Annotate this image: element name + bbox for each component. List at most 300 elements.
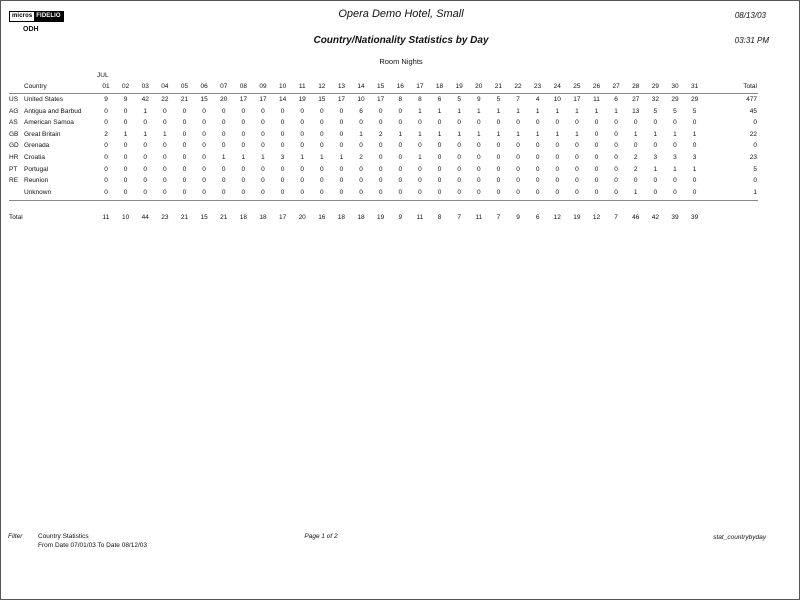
day-value-cell: 1 <box>476 107 481 115</box>
row-total-cell: 0 <box>753 142 757 150</box>
day-value-cell: 5 <box>496 96 501 103</box>
day-value-cell: 0 <box>261 142 265 150</box>
day-total-cell: 12 <box>592 214 601 221</box>
day-value-cell: 6 <box>437 96 442 103</box>
day-value-cell: 0 <box>104 165 108 173</box>
day-value-cell: 0 <box>496 177 501 185</box>
day-value-cell: 0 <box>241 165 246 173</box>
day-value-cell: 2 <box>633 154 638 161</box>
day-value-cell: 0 <box>221 142 226 150</box>
logo-right-text: FIDELIO <box>36 13 61 19</box>
day-value-cell: 0 <box>653 119 658 127</box>
day-value-cell: 0 <box>673 188 677 196</box>
day-value-cell: 0 <box>457 165 461 173</box>
day-total-cell: 10 <box>121 214 130 221</box>
day-value-cell: 0 <box>320 177 324 185</box>
day-value-cell: 1 <box>535 107 540 115</box>
day-value-cell: 21 <box>180 96 189 103</box>
day-value-cell: 1 <box>594 107 599 115</box>
day-value-cell: 0 <box>182 119 187 127</box>
day-value-cell: 0 <box>123 188 128 196</box>
day-value-cell: 0 <box>221 107 226 115</box>
day-value-cell: 0 <box>339 107 344 115</box>
day-column-header: 23 <box>534 83 542 90</box>
day-value-cell: 0 <box>575 119 579 127</box>
day-value-cell: 1 <box>692 165 697 173</box>
day-value-cell: 2 <box>378 130 383 138</box>
day-value-cell: 0 <box>300 130 304 138</box>
day-total-cell: 7 <box>614 214 618 221</box>
day-value-cell: 0 <box>261 119 265 127</box>
day-value-cell: 3 <box>280 154 285 161</box>
day-value-cell: 15 <box>200 96 208 103</box>
day-value-cell: 3 <box>692 154 697 161</box>
country-column-header: Country <box>24 83 47 90</box>
day-column-header: 08 <box>239 83 247 90</box>
day-value-cell: 0 <box>535 165 540 173</box>
filter-label: Filter <box>8 533 23 540</box>
day-value-cell: 9 <box>123 96 128 103</box>
day-value-cell: 0 <box>123 154 128 161</box>
day-value-cell: 0 <box>496 188 501 196</box>
day-value-cell: 0 <box>378 165 383 173</box>
day-column-header: 14 <box>357 83 365 90</box>
day-value-cell: 0 <box>339 119 344 127</box>
day-value-cell: 0 <box>398 177 403 185</box>
day-value-cell: 0 <box>614 188 618 196</box>
day-total-cell: 39 <box>690 214 699 221</box>
day-value-cell: 0 <box>241 130 246 138</box>
day-value-cell: 10 <box>357 96 365 103</box>
day-value-cell: 1 <box>496 107 501 115</box>
day-value-cell: 0 <box>594 130 599 138</box>
day-value-cell: 0 <box>516 154 520 161</box>
day-value-cell: 0 <box>359 142 363 150</box>
day-value-cell: 0 <box>202 130 206 138</box>
day-value-cell: 3 <box>673 154 677 161</box>
day-value-cell: 0 <box>241 177 246 185</box>
day-value-cell: 0 <box>555 165 560 173</box>
day-column-header: 22 <box>514 83 522 90</box>
day-value-cell: 0 <box>359 177 363 185</box>
day-column-header: 13 <box>337 83 346 90</box>
row-total-cell: 477 <box>746 96 757 103</box>
day-value-cell: 0 <box>163 154 167 161</box>
day-value-cell: 0 <box>614 119 618 127</box>
day-column-header: 03 <box>141 83 149 90</box>
day-value-cell: 0 <box>555 119 560 127</box>
day-value-cell: 0 <box>378 177 383 185</box>
day-value-cell: 0 <box>653 142 658 150</box>
day-value-cell: 1 <box>241 154 246 161</box>
day-value-cell: 0 <box>221 188 226 196</box>
day-total-cell: 8 <box>437 214 442 221</box>
day-value-cell: 0 <box>104 142 108 150</box>
day-value-cell: 1 <box>555 130 560 138</box>
day-value-cell: 0 <box>261 165 265 173</box>
day-value-cell: 1 <box>476 130 481 138</box>
day-value-cell: 0 <box>594 119 599 127</box>
day-value-cell: 0 <box>359 165 363 173</box>
day-value-cell: 15 <box>318 96 326 103</box>
totals-divider <box>9 200 758 201</box>
day-value-cell: 0 <box>182 107 187 115</box>
day-value-cell: 0 <box>692 119 697 127</box>
day-column-header: 02 <box>121 83 130 90</box>
day-value-cell: 0 <box>575 154 579 161</box>
day-value-cell: 1 <box>575 130 579 138</box>
day-value-cell: 0 <box>476 165 481 173</box>
row-total-cell: 0 <box>753 177 757 185</box>
day-value-cell: 0 <box>633 119 638 127</box>
day-value-cell: 0 <box>555 188 560 196</box>
day-value-cell: 0 <box>398 119 403 127</box>
day-total-cell: 15 <box>200 214 208 221</box>
day-value-cell: 0 <box>143 165 148 173</box>
day-value-cell: 0 <box>104 177 108 185</box>
day-value-cell: 0 <box>104 107 108 115</box>
day-value-cell: 1 <box>418 154 422 161</box>
day-value-cell: 1 <box>437 130 442 138</box>
day-value-cell: 1 <box>673 130 677 138</box>
day-value-cell: 1 <box>398 130 403 138</box>
day-value-cell: 0 <box>496 154 501 161</box>
day-value-cell: 0 <box>457 154 461 161</box>
day-value-cell: 1 <box>437 107 442 115</box>
day-value-cell: 0 <box>555 154 560 161</box>
day-value-cell: 0 <box>418 188 422 196</box>
day-total-cell: 18 <box>259 214 267 221</box>
day-value-cell: 5 <box>673 107 677 115</box>
day-value-cell: 0 <box>496 165 501 173</box>
day-column-header: 06 <box>200 83 208 90</box>
day-value-cell: 0 <box>339 165 344 173</box>
day-value-cell: 0 <box>123 142 128 150</box>
country-name: Antigua and Barbud <box>24 107 82 115</box>
day-total-cell: 17 <box>278 214 287 221</box>
day-value-cell: 0 <box>516 119 520 127</box>
day-value-cell: 42 <box>141 96 149 103</box>
day-column-header: 28 <box>632 83 640 90</box>
day-value-cell: 0 <box>516 142 520 150</box>
day-value-cell: 1 <box>300 154 304 161</box>
day-value-cell: 0 <box>300 119 304 127</box>
country-name: American Samoa <box>24 119 74 127</box>
day-value-cell: 0 <box>300 188 304 196</box>
day-value-cell: 0 <box>182 188 187 196</box>
day-column-header: 18 <box>435 83 444 90</box>
day-value-cell: 0 <box>280 177 285 185</box>
day-value-cell: 0 <box>516 177 520 185</box>
day-value-cell: 27 <box>632 96 640 103</box>
print-time: 03:31 PM <box>734 36 769 45</box>
day-value-cell: 0 <box>476 154 481 161</box>
day-value-cell: 5 <box>692 107 697 115</box>
day-value-cell: 0 <box>496 142 501 150</box>
day-value-cell: 0 <box>398 154 403 161</box>
day-value-cell: 1 <box>261 154 265 161</box>
day-value-cell: 0 <box>123 107 128 115</box>
day-value-cell: 0 <box>221 130 226 138</box>
day-value-cell: 1 <box>653 165 658 173</box>
day-value-cell: 0 <box>241 142 246 150</box>
day-value-cell: 0 <box>202 188 206 196</box>
day-value-cell: 0 <box>614 142 618 150</box>
day-value-cell: 0 <box>261 107 265 115</box>
country-name: Great Britain <box>24 130 61 138</box>
day-value-cell: 29 <box>671 96 679 103</box>
day-column-header: 21 <box>494 83 502 90</box>
day-value-cell: 1 <box>653 130 658 138</box>
day-value-cell: 0 <box>633 142 638 150</box>
day-value-cell: 0 <box>221 119 226 127</box>
day-value-cell: 0 <box>457 119 461 127</box>
day-value-cell: 0 <box>202 107 206 115</box>
day-value-cell: 20 <box>220 96 228 103</box>
day-value-cell: 0 <box>320 107 324 115</box>
row-total-cell: 5 <box>753 165 757 173</box>
day-value-cell: 1 <box>692 130 697 138</box>
day-value-cell: 0 <box>418 165 422 173</box>
day-value-cell: 0 <box>378 107 383 115</box>
day-total-cell: 9 <box>398 214 403 221</box>
day-value-cell: 0 <box>535 188 540 196</box>
property-code: ODH <box>23 26 39 33</box>
day-value-cell: 0 <box>104 154 108 161</box>
day-value-cell: 3 <box>653 154 658 161</box>
day-column-header: 12 <box>318 83 326 90</box>
day-value-cell: 0 <box>241 188 246 196</box>
day-value-cell: 0 <box>359 188 363 196</box>
day-value-cell: 0 <box>339 142 344 150</box>
day-column-header: 09 <box>259 83 267 90</box>
day-value-cell: 0 <box>202 177 206 185</box>
day-value-cell: 1 <box>418 107 422 115</box>
day-value-cell: 0 <box>202 154 206 161</box>
day-value-cell: 2 <box>633 165 638 173</box>
day-total-cell: 44 <box>141 214 149 221</box>
day-value-cell: 0 <box>516 188 520 196</box>
day-value-cell: 0 <box>633 177 638 185</box>
country-code: GB <box>9 130 19 138</box>
country-name: Croatia <box>24 154 45 161</box>
day-value-cell: 6 <box>614 96 618 103</box>
day-column-header: 15 <box>377 83 385 90</box>
row-total-cell: 23 <box>749 154 757 161</box>
day-value-cell: 2 <box>359 154 363 161</box>
day-value-cell: 0 <box>339 188 344 196</box>
day-value-cell: 0 <box>496 119 501 127</box>
day-value-cell: 1 <box>143 107 148 115</box>
day-value-cell: 17 <box>239 96 247 103</box>
day-value-cell: 13 <box>632 107 640 115</box>
day-column-header: 30 <box>671 83 679 90</box>
country-name: United States <box>24 96 64 103</box>
day-value-cell: 32 <box>651 96 659 103</box>
day-value-cell: 0 <box>418 177 422 185</box>
filter-description: Country Statistics <box>38 533 89 540</box>
day-value-cell: 0 <box>261 130 265 138</box>
day-value-cell: 1 <box>320 154 324 161</box>
day-total-cell: 42 <box>651 214 659 221</box>
day-total-cell: 7 <box>457 214 461 221</box>
day-value-cell: 0 <box>653 177 658 185</box>
day-value-cell: 0 <box>261 188 265 196</box>
day-value-cell: 0 <box>535 142 540 150</box>
day-value-cell: 0 <box>614 165 618 173</box>
day-value-cell: 0 <box>437 119 442 127</box>
day-value-cell: 0 <box>300 142 304 150</box>
day-value-cell: 0 <box>476 188 481 196</box>
country-code: AG <box>9 107 19 115</box>
day-value-cell: 0 <box>398 165 403 173</box>
day-value-cell: 0 <box>280 188 285 196</box>
day-value-cell: 0 <box>123 165 128 173</box>
day-value-cell: 8 <box>398 96 403 103</box>
day-value-cell: 0 <box>535 119 540 127</box>
day-value-cell: 0 <box>339 177 344 185</box>
day-value-cell: 0 <box>241 107 246 115</box>
day-column-header: 27 <box>612 83 620 90</box>
day-value-cell: 0 <box>476 142 481 150</box>
day-value-cell: 0 <box>418 142 422 150</box>
day-total-cell: 11 <box>475 214 483 221</box>
day-total-cell: 9 <box>516 214 520 221</box>
row-total-cell: 1 <box>753 188 757 196</box>
day-value-cell: 6 <box>359 107 363 115</box>
report-subtitle: Room Nights <box>379 57 423 66</box>
day-value-cell: 0 <box>378 142 383 150</box>
day-value-cell: 1 <box>614 107 618 115</box>
day-total-cell: 18 <box>357 214 365 221</box>
day-value-cell: 0 <box>594 165 599 173</box>
day-value-cell: 0 <box>182 177 187 185</box>
day-value-cell: 0 <box>437 142 442 150</box>
day-value-cell: 0 <box>320 142 324 150</box>
day-value-cell: 0 <box>123 177 128 185</box>
day-value-cell: 14 <box>278 96 287 103</box>
day-column-header: 07 <box>220 83 228 90</box>
day-total-cell: 21 <box>180 214 189 221</box>
day-value-cell: 0 <box>280 107 285 115</box>
day-value-cell: 0 <box>457 142 461 150</box>
day-value-cell: 0 <box>123 119 128 127</box>
day-value-cell: 0 <box>143 142 148 150</box>
day-value-cell: 0 <box>163 177 167 185</box>
day-value-cell: 0 <box>476 119 481 127</box>
day-value-cell: 0 <box>575 142 579 150</box>
day-value-cell: 0 <box>241 119 246 127</box>
day-column-header: 16 <box>396 83 404 90</box>
country-name: Grenada <box>24 142 50 150</box>
day-value-cell: 1 <box>418 130 422 138</box>
day-total-cell: 12 <box>553 214 561 221</box>
country-code: AS <box>9 119 18 127</box>
day-value-cell: 0 <box>692 177 697 185</box>
day-total-cell: 6 <box>535 214 540 221</box>
day-value-cell: 5 <box>653 107 658 115</box>
day-value-cell: 0 <box>143 119 148 127</box>
day-value-cell: 0 <box>378 119 383 127</box>
day-column-header: 19 <box>455 83 463 90</box>
month-label: JUL <box>97 72 109 79</box>
day-value-cell: 0 <box>673 142 677 150</box>
country-code: US <box>9 96 19 103</box>
day-total-cell: 19 <box>377 214 385 221</box>
day-value-cell: 0 <box>339 130 344 138</box>
country-code: GD <box>9 142 19 150</box>
day-value-cell: 0 <box>280 142 285 150</box>
day-value-cell: 10 <box>553 96 561 103</box>
day-value-cell: 0 <box>535 177 540 185</box>
day-value-cell: 0 <box>555 177 560 185</box>
day-column-header: 17 <box>416 83 424 90</box>
country-name: Reunion <box>24 177 49 185</box>
row-total-cell: 45 <box>749 107 757 115</box>
day-value-cell: 0 <box>653 188 658 196</box>
day-column-header: 31 <box>690 83 699 90</box>
day-value-cell: 9 <box>476 96 481 103</box>
day-value-cell: 1 <box>575 107 579 115</box>
day-value-cell: 4 <box>535 96 540 103</box>
report-file-name: stat_countrybyday <box>713 534 766 541</box>
day-value-cell: 29 <box>690 96 699 103</box>
day-value-cell: 0 <box>320 130 324 138</box>
day-total-cell: 23 <box>161 214 169 221</box>
day-total-cell: 7 <box>496 214 501 221</box>
country-code: RE <box>9 177 19 185</box>
day-value-cell: 0 <box>221 165 226 173</box>
day-value-cell: 0 <box>398 188 403 196</box>
day-value-cell: 0 <box>457 177 461 185</box>
day-column-header: 11 <box>298 83 306 90</box>
day-value-cell: 0 <box>555 142 560 150</box>
day-value-cell: 0 <box>202 165 206 173</box>
day-value-cell: 1 <box>496 130 501 138</box>
day-value-cell: 22 <box>161 96 169 103</box>
row-total-cell: 22 <box>749 130 757 138</box>
day-column-header: 05 <box>180 83 189 90</box>
day-total-cell: 18 <box>239 214 247 221</box>
hotel-name: Opera Demo Hotel, Small <box>338 8 464 20</box>
day-value-cell: 1 <box>163 130 167 138</box>
day-total-cell: 21 <box>220 214 228 221</box>
day-value-cell: 0 <box>516 165 520 173</box>
day-value-cell: 0 <box>182 130 187 138</box>
day-value-cell: 0 <box>614 177 618 185</box>
day-value-cell: 11 <box>593 96 600 103</box>
print-date: 08/13/03 <box>734 11 766 20</box>
day-value-cell: 1 <box>673 165 677 173</box>
day-value-cell: 0 <box>673 177 677 185</box>
day-value-cell: 5 <box>457 96 461 103</box>
day-value-cell: 19 <box>298 96 306 103</box>
country-code: HR <box>9 154 19 161</box>
day-total-cell: 18 <box>337 214 346 221</box>
day-value-cell: 17 <box>337 96 346 103</box>
day-value-cell: 0 <box>143 177 148 185</box>
day-value-cell: 1 <box>633 188 638 196</box>
day-total-cell: 20 <box>298 214 306 221</box>
day-value-cell: 0 <box>378 188 383 196</box>
day-value-cell: 0 <box>575 188 579 196</box>
day-value-cell: 1 <box>457 107 461 115</box>
day-value-cell: 1 <box>516 130 520 138</box>
day-column-header: 26 <box>592 83 601 90</box>
day-value-cell: 0 <box>594 177 599 185</box>
day-value-cell: 0 <box>221 177 226 185</box>
day-column-header: 29 <box>651 83 659 90</box>
